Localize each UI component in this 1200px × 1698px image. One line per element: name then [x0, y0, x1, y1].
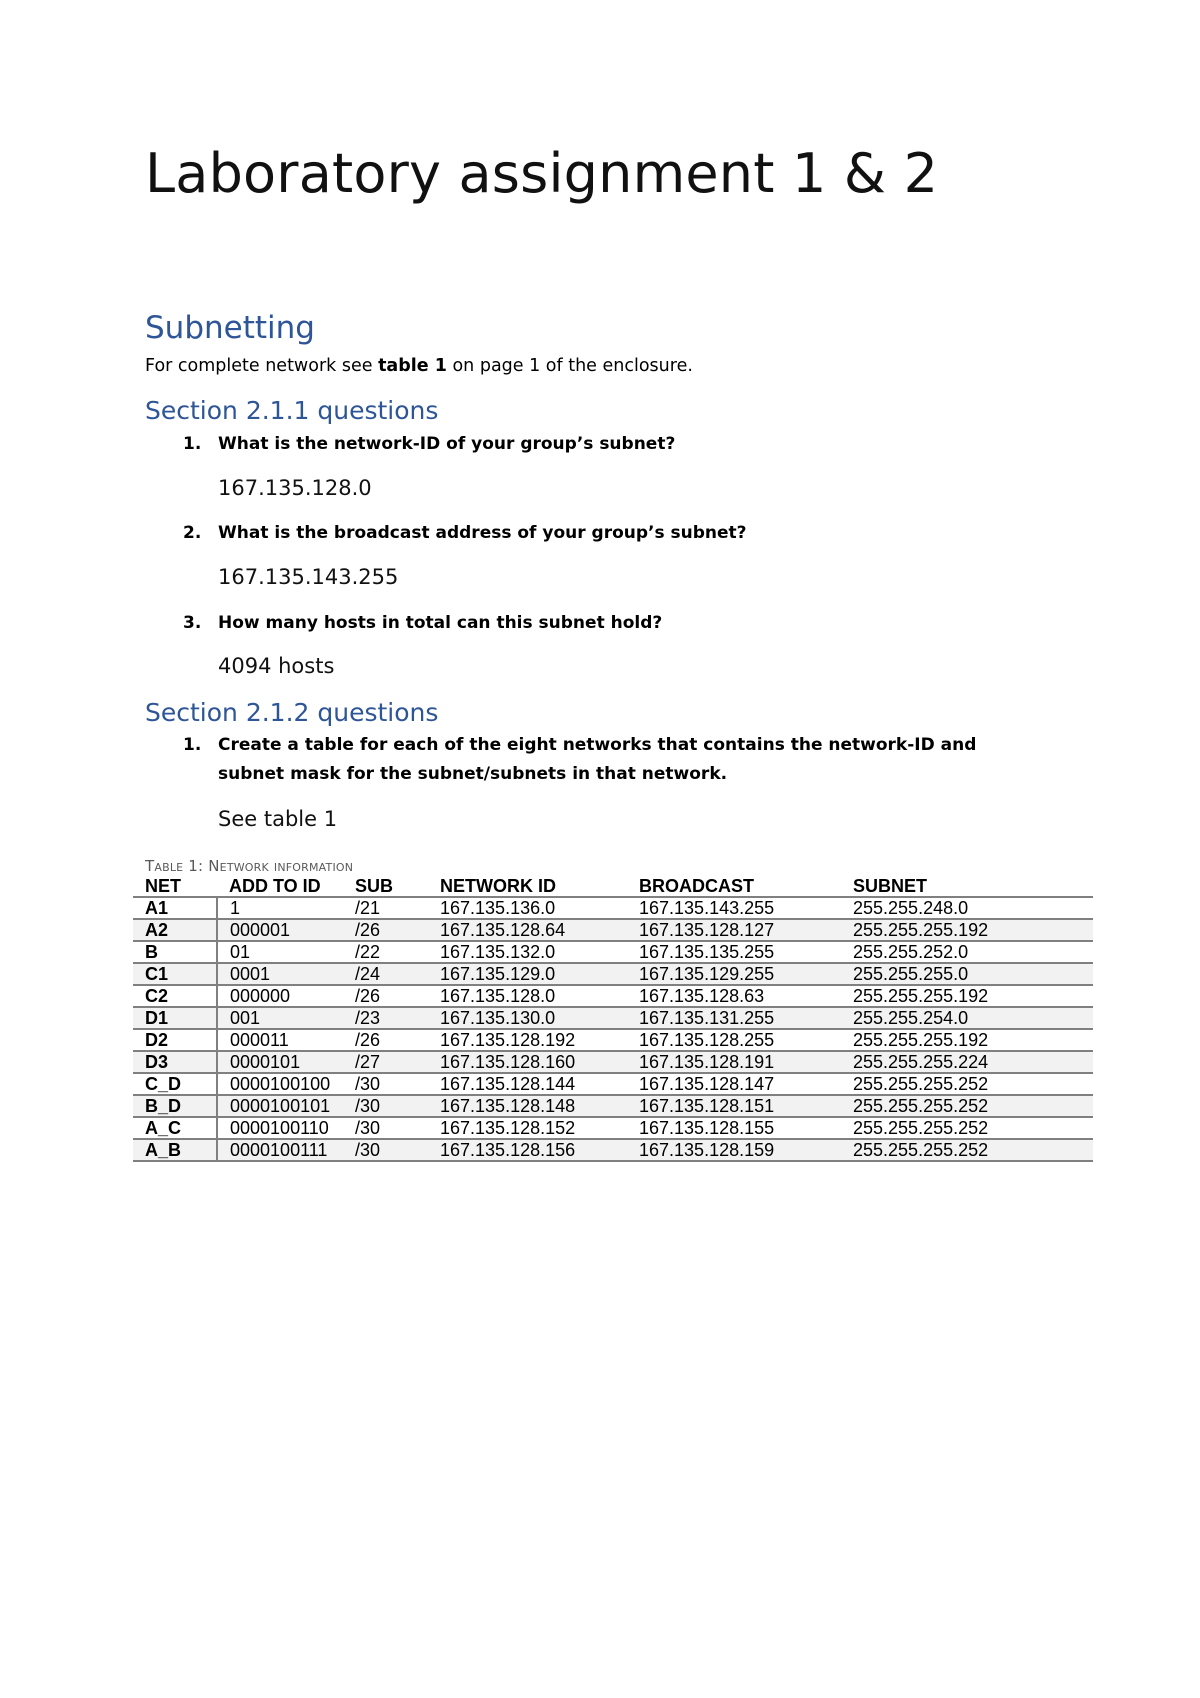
answer-text: 167.135.143.255	[218, 565, 399, 589]
table-cell: /21	[343, 897, 428, 919]
table-cell: A1	[133, 897, 217, 919]
table-cell: 255.255.255.252	[841, 1073, 1093, 1095]
table-cell: 167.135.132.0	[428, 941, 627, 963]
table-row	[133, 919, 1093, 941]
table-row	[133, 985, 1093, 1007]
table-cell: /23	[343, 1007, 428, 1029]
table-cell: /30	[343, 1139, 428, 1161]
question-text: What is the network-ID of your group’s subnet?	[218, 434, 676, 454]
column-header: NETWORK ID	[428, 876, 627, 897]
table-cell: /26	[343, 1029, 428, 1051]
heading-section-2-1-1: Section 2.1.1 questions	[145, 396, 439, 425]
table-cell: 1	[217, 897, 343, 919]
table-cell: 000000	[217, 985, 343, 1007]
table-cell: 167.135.128.148	[428, 1095, 627, 1117]
table-cell: /27	[343, 1051, 428, 1073]
table-cell: 167.135.130.0	[428, 1007, 627, 1029]
table-cell: 167.135.128.151	[627, 1095, 841, 1117]
heading-section-2-1-2: Section 2.1.2 questions	[145, 698, 439, 727]
table-cell: 167.135.128.192	[428, 1029, 627, 1051]
table-cell: 167.135.128.191	[627, 1051, 841, 1073]
table-cell: 255.255.254.0	[841, 1007, 1093, 1029]
column-header: SUBNET	[841, 876, 1093, 897]
question-number: 3.	[183, 613, 202, 633]
table-cell: 255.255.255.252	[841, 1095, 1093, 1117]
table-cell: 167.135.128.155	[627, 1117, 841, 1139]
table-row	[133, 1007, 1093, 1029]
table-cell: /22	[343, 941, 428, 963]
table-cell: 0000100100	[217, 1073, 343, 1095]
table-cell: 0000101	[217, 1051, 343, 1073]
table-cell: 167.135.128.152	[428, 1117, 627, 1139]
table-row	[133, 1051, 1093, 1073]
table-row	[133, 1139, 1093, 1161]
table-cell: 167.135.143.255	[627, 897, 841, 919]
table-cell: B_D	[133, 1095, 217, 1117]
question-item	[183, 519, 1043, 548]
table-cell: C_D	[133, 1073, 217, 1095]
table-row	[133, 897, 1093, 919]
question-number: 1.	[183, 434, 202, 454]
table-cell: A2	[133, 919, 217, 941]
table-cell: 255.255.255.192	[841, 985, 1093, 1007]
column-header: SUB	[343, 876, 428, 897]
table-cell: 167.135.129.0	[428, 963, 627, 985]
table-cell: /24	[343, 963, 428, 985]
intro-table-ref: table 1	[378, 356, 447, 376]
table-cell: /30	[343, 1117, 428, 1139]
table-cell: 167.135.128.144	[428, 1073, 627, 1095]
question-number: 2.	[183, 523, 202, 543]
table-cell: /26	[343, 985, 428, 1007]
table-row	[133, 1117, 1093, 1139]
column-header: NET	[133, 876, 217, 897]
table-cell: 0000100101	[217, 1095, 343, 1117]
table-cell: 0001	[217, 963, 343, 985]
table-cell: 000001	[217, 919, 343, 941]
table-cell: D2	[133, 1029, 217, 1051]
document-title: Laboratory assignment 1 & 2	[145, 142, 939, 205]
table-cell: 01	[217, 941, 343, 963]
table-cell: 167.135.136.0	[428, 897, 627, 919]
answer-text: 4094 hosts	[218, 654, 335, 678]
table-row	[133, 1029, 1093, 1051]
table-cell: 167.135.128.159	[627, 1139, 841, 1161]
table-cell: 167.135.128.127	[627, 919, 841, 941]
question-item	[183, 609, 1043, 638]
table-caption: Table 1: Network information	[145, 857, 354, 875]
table-cell: 255.255.255.224	[841, 1051, 1093, 1073]
table-row	[133, 1073, 1093, 1095]
table-cell: 167.135.128.64	[428, 919, 627, 941]
table-cell: 255.255.255.252	[841, 1139, 1093, 1161]
table-cell: /30	[343, 1095, 428, 1117]
intro-text-pre: For complete network see	[145, 356, 379, 376]
table-cell: /26	[343, 919, 428, 941]
table-cell: 0000100111	[217, 1139, 343, 1161]
question-item	[183, 731, 1043, 789]
table-cell: A_C	[133, 1117, 217, 1139]
table-cell: 167.135.128.147	[627, 1073, 841, 1095]
table-cell: 255.255.255.192	[841, 1029, 1093, 1051]
answer-text: 167.135.128.0	[218, 476, 372, 500]
question-number: 1.	[183, 735, 202, 755]
table-header-row	[133, 876, 1093, 897]
intro-paragraph	[145, 354, 693, 378]
table-cell: D3	[133, 1051, 217, 1073]
table-row	[133, 963, 1093, 985]
table-cell: 167.135.128.63	[627, 985, 841, 1007]
intro-text-post: on page 1 of the enclosure.	[446, 356, 693, 376]
network-table	[133, 876, 1093, 1162]
table-cell: A_B	[133, 1139, 217, 1161]
table-cell: 255.255.255.0	[841, 963, 1093, 985]
table-cell: C2	[133, 985, 217, 1007]
table-cell: 167.135.128.156	[428, 1139, 627, 1161]
table-cell: 167.135.128.160	[428, 1051, 627, 1073]
table-cell: 167.135.129.255	[627, 963, 841, 985]
table-cell: D1	[133, 1007, 217, 1029]
question-text: How many hosts in total can this subnet hold?	[218, 613, 663, 633]
table-cell: 255.255.255.192	[841, 919, 1093, 941]
table-cell: C1	[133, 963, 217, 985]
table-cell: 167.135.128.255	[627, 1029, 841, 1051]
heading-subnetting: Subnetting	[145, 310, 315, 346]
column-header: BROADCAST	[627, 876, 841, 897]
question-text: What is the broadcast address of your group’s subnet?	[218, 523, 747, 543]
table-cell: 255.255.255.252	[841, 1117, 1093, 1139]
table-cell: 167.135.128.0	[428, 985, 627, 1007]
table-cell: 255.255.252.0	[841, 941, 1093, 963]
table-cell: /30	[343, 1073, 428, 1095]
table-cell: 167.135.131.255	[627, 1007, 841, 1029]
table-body	[133, 897, 1093, 1161]
question-item	[183, 430, 1043, 459]
answer-text: See table 1	[218, 807, 338, 831]
table-cell: 001	[217, 1007, 343, 1029]
table-cell: 255.255.248.0	[841, 897, 1093, 919]
column-header: ADD TO ID	[217, 876, 343, 897]
table-cell: 0000100110	[217, 1117, 343, 1139]
question-text: Create a table for each of the eight networks that contains the network-ID and subnet mask for the subnet/subnets in that network.	[218, 735, 977, 784]
table-cell: B	[133, 941, 217, 963]
table-cell: 167.135.135.255	[627, 941, 841, 963]
table-row	[133, 1095, 1093, 1117]
table-cell: 000011	[217, 1029, 343, 1051]
table-row	[133, 941, 1093, 963]
